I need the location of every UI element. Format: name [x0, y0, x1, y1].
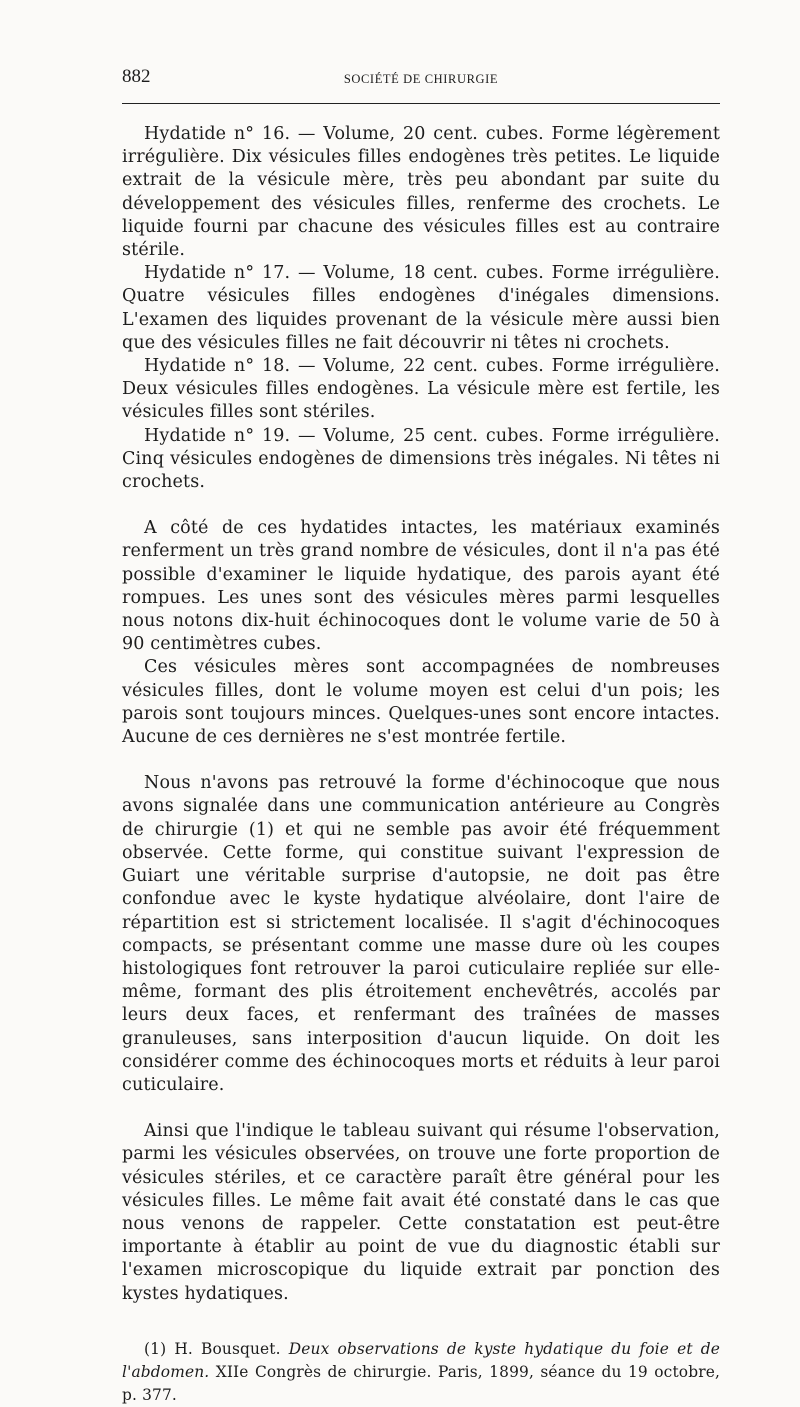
paragraph-echinococcus-form: Nous n'avons pas retrouvé la forme d'échinocoque que nous avons signalée dans une communication antérieure au Congrès de chirurgie (1) et qui ne semble pas avoir été fréquemment observée. Cette forme, qui constitue suivant l'expression de Guiart une véritable surprise d'autopsie, ne doit pas être confondue avec le kyste hydatique alvéolaire, dont l'aire de répartition est si strictement localisée. Il s'agit d'échinocoques compacts, se présentant comme une masse dure où les coupes histologiques font retrouver la paroi cuticulaire repliée sur elle-même, formant des plis étroitement enchevêtrés, accolés par leurs deux faces, et renfermant des traînées de masses granuleuses, sans interposition d'aucun liquide. On doit les considérer comme des échinocoques morts et réduits à leur paroi cuticulaire. — [122, 773, 720, 1095]
body-text — [122, 123, 720, 1407]
footnote-marker: (1) H. Bousquet. — [144, 1339, 281, 1358]
paragraph-materials: A côté de ces hydatides intactes, les matériaux examinés renferment un très grand nombre de vésicules, dont il n'a pas été possible d'examiner le liquide hydatique, des parois ayant été rompues. Les unes sont des vésicules mères parmi lesquelles nous notons dix-huit échinocoques dont le volume varie de 50 à 90 centimètres cubes. — [122, 518, 720, 655]
header-rule — [122, 103, 720, 104]
section-gap — [122, 494, 720, 517]
running-title: SOCIÉTÉ DE CHIRURGIE — [343, 72, 499, 86]
footnote-gap — [122, 1306, 720, 1338]
page-header — [122, 66, 720, 96]
paragraph-hydatide-18: Hydatide n° 18. — Volume, 22 cent. cubes. Forme irrégulière. Deux vésicules filles endogènes. La vésicule mère est fertile, les vésicules filles sont stériles. — [122, 356, 720, 423]
paragraph-sterile-vesicles: Ainsi que l'indique le tableau suivant qui résume l'observation, parmi les vésicules observées, on trouve une forte proportion de vésicules stériles, et ce caractère paraît être général pour les vésicules filles. Le même fait avait été constaté dans le cas que nous venons de rappeler. Cette constatation est peut-être importante à établir au point de vue du diagnostic établi sur l'examen microscopique du liquide extrait par ponction des kystes hydatiques. — [122, 1121, 720, 1304]
paragraph-hydatide-17: Hydatide n° 17. — Volume, 18 cent. cubes. Forme irrégulière. Quatre vésicules filles endogènes d'inégales dimensions. L'examen des liquides provenant de la vésicule mère aussi bien que des vésicules filles ne fait découvrir ni têtes ni crochets. — [122, 263, 720, 353]
paragraph-mother-vesicles: Ces vésicules mères sont accompagnées de nombreuses vésicules filles, dont le volume moyen est celui d'un pois; les parois sont toujours minces. Quelques-unes sont encore intactes. Aucune de ces dernières ne s'est montrée fertile. — [122, 657, 720, 748]
paragraph-hydatide-16: Hydatide n° 16. — Volume, 20 cent. cubes. Forme légèrement irrégulière. Dix vésicules filles endogènes très petites. Le liquide extrait de la vésicule mère, très peu abondant par suite du développement des vésicules filles, renferme des crochets. Le liquide fourni par chacune des vésicules filles est au contraire stérile. — [122, 124, 720, 261]
footnote-title: Deux observations de kyste hydatique du foie et de l'abdomen. — [122, 1339, 721, 1381]
footnote — [122, 1338, 720, 1407]
page-number: 882 — [122, 66, 151, 87]
footnote-source: XIIe Congrès de chirurgie. Paris, 1899, séance du 19 octobre, p. 377. — [122, 1362, 721, 1404]
paragraph-hydatide-19: Hydatide n° 19. — Volume, 25 cent. cubes. Forme irrégulière. Cinq vésicules endogènes de dimensions très inégales. Ni têtes ni crochets. — [122, 425, 720, 493]
section-gap — [122, 749, 720, 772]
section-gap — [122, 1097, 720, 1120]
